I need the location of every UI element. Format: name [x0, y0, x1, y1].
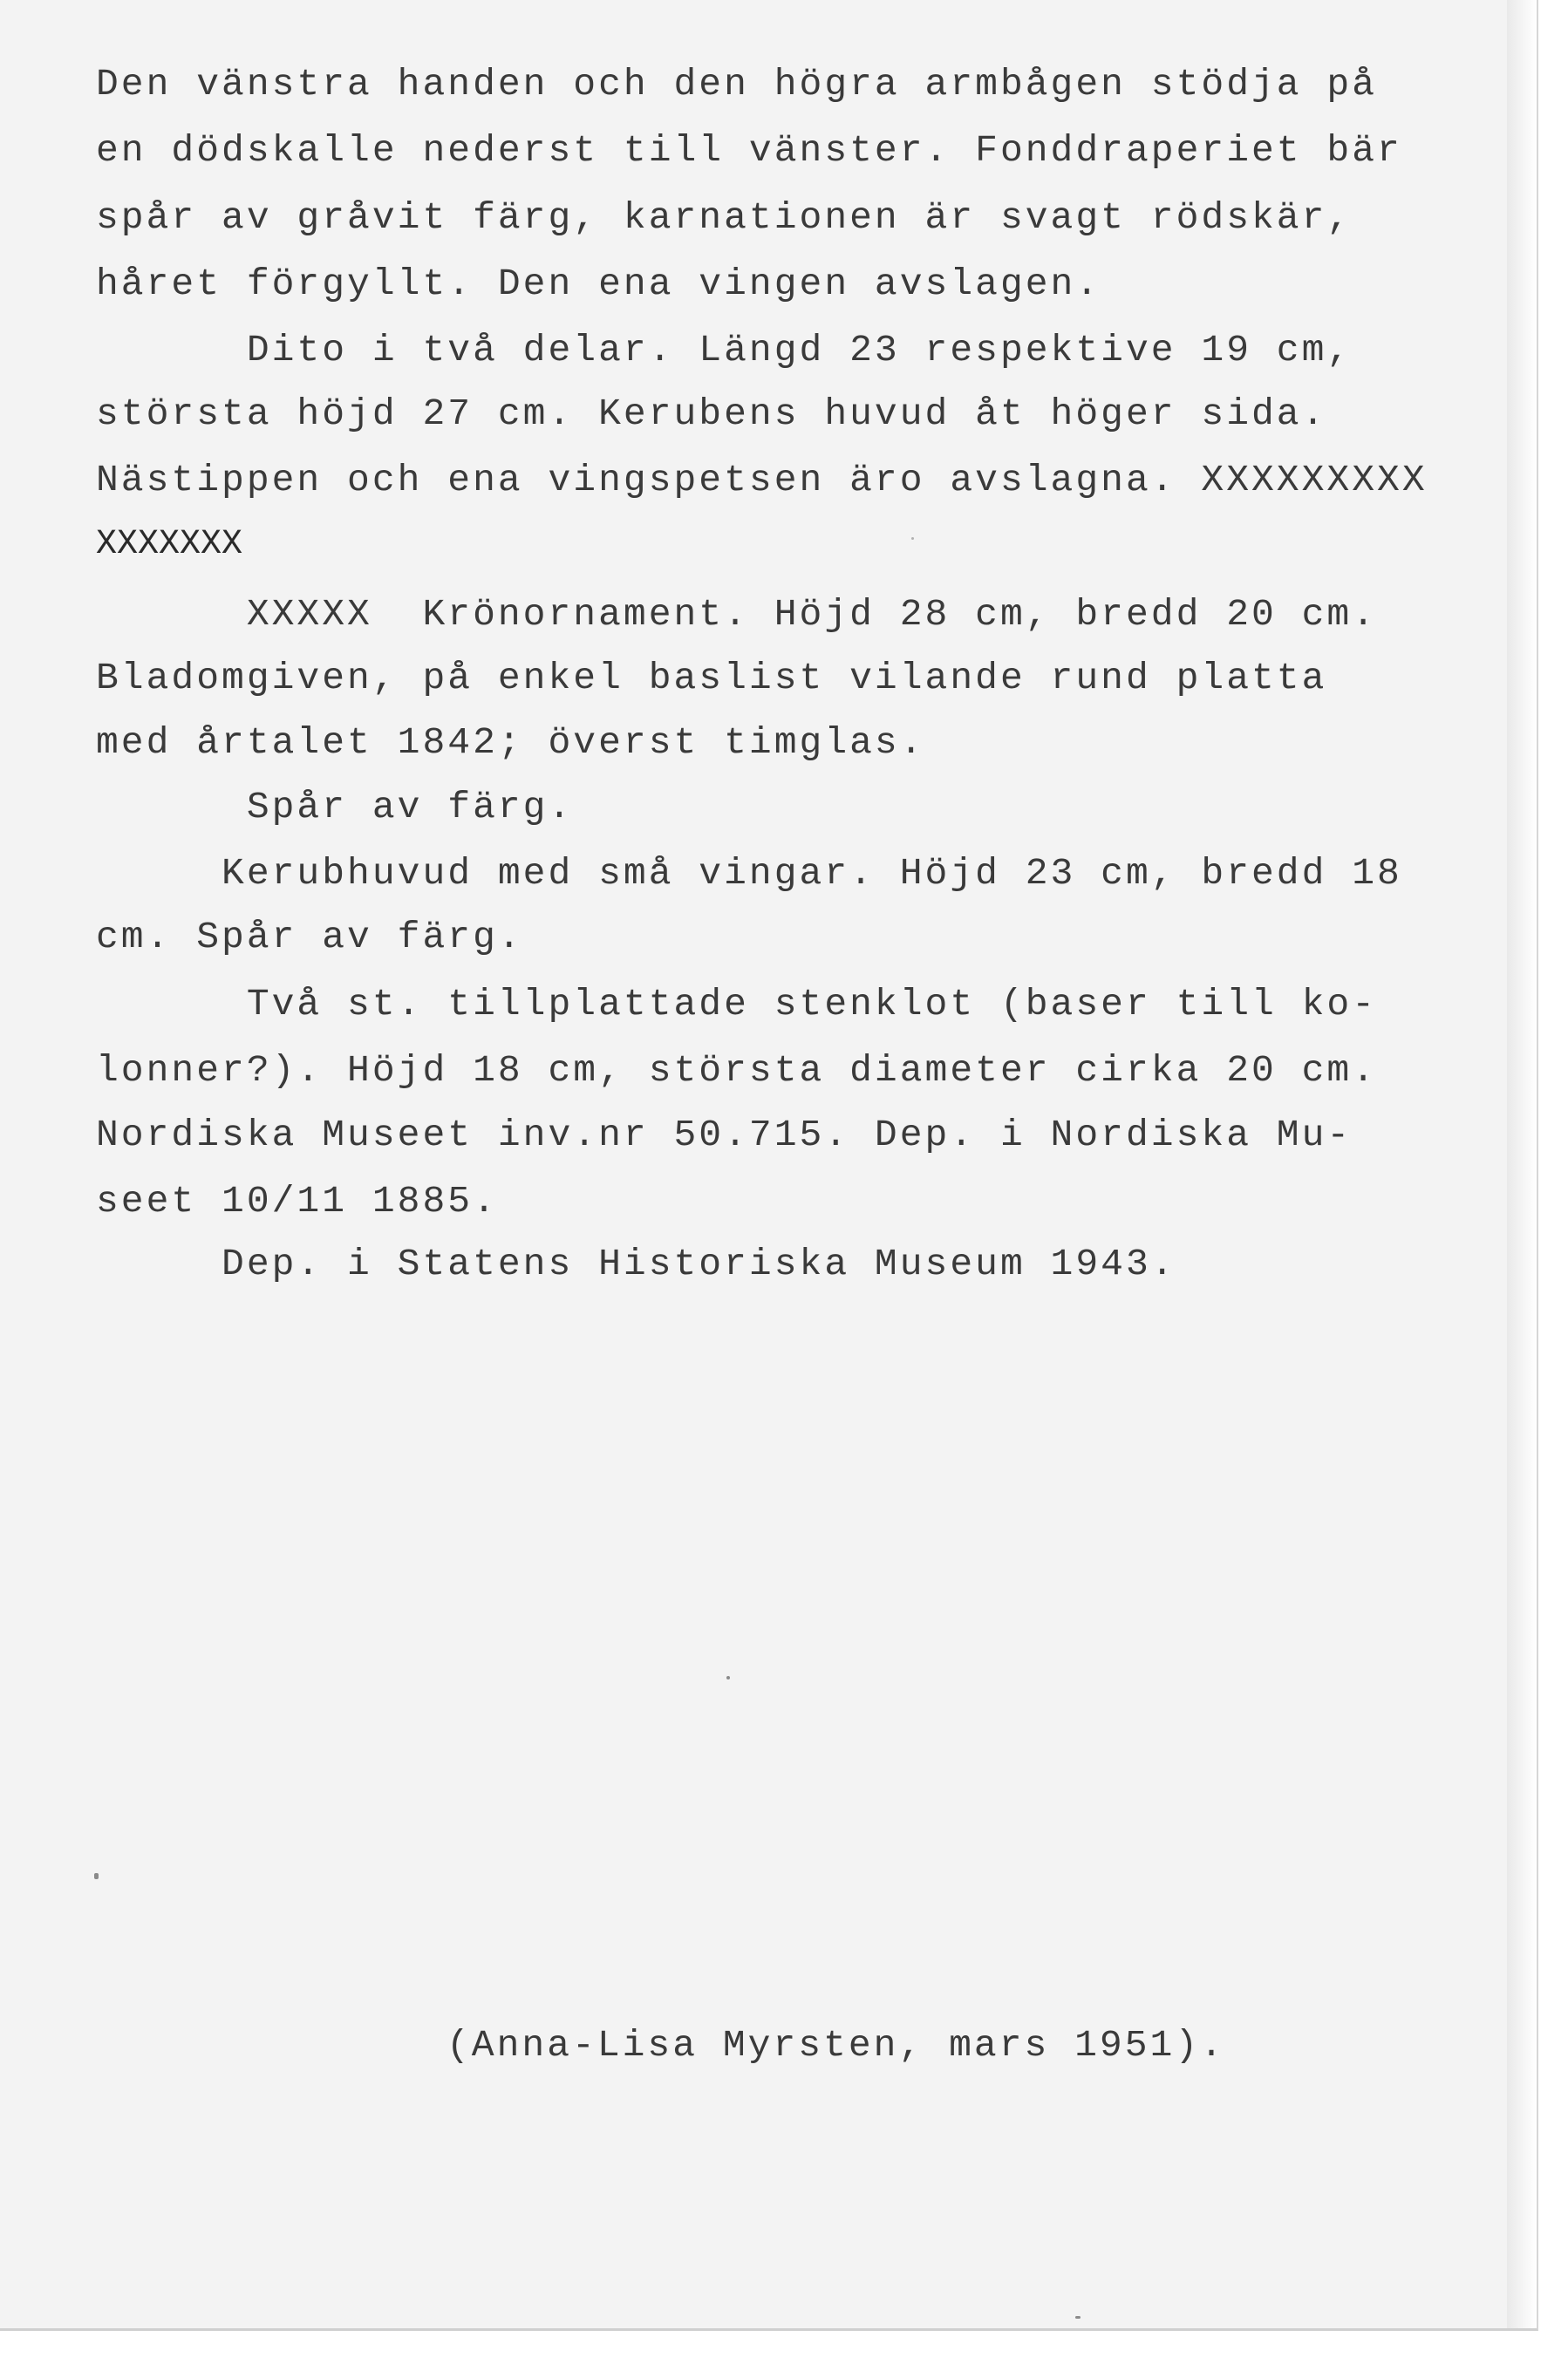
- signature-line: (Anna-Lisa Myrsten, mars 1951).: [447, 2024, 1225, 2067]
- paper-edge-shadow: [1507, 0, 1537, 2328]
- scan-background: [0, 2331, 1568, 2371]
- text-line-16: lonner?). Höjd 18 cm, största diameter cirka 20 cm.: [96, 1049, 1378, 1092]
- text-line-19: Dep. i Statens Historiska Museum 1943.: [96, 1243, 1176, 1285]
- paper-speck: [94, 1873, 99, 1879]
- text-line-5: Dito i två delar. Längd 23 respektive 19 cm,: [96, 329, 1353, 371]
- text-line-7: Nästippen och ena vingspetsen äro avslagna. XXXXXXXXX: [96, 459, 1428, 501]
- paper-speck: [1075, 2316, 1081, 2319]
- text-line-17: Nordiska Museet inv.nr 50.715. Dep. i Nordiska Mu-: [96, 1114, 1353, 1156]
- text-line-10: Bladomgiven, på enkel baslist vilande rund platta: [96, 657, 1327, 699]
- text-line-12: Spår av färg.: [96, 786, 574, 828]
- text-line-18: seet 10/11 1885.: [96, 1180, 498, 1223]
- text-line-6: största höjd 27 cm. Kerubens huvud åt höger sida.: [96, 392, 1327, 435]
- text-line-3: spår av gråvit färg, karnationen är svagt rödskär,: [96, 196, 1353, 239]
- text-line-2: en dödskalle nederst till vänster. Fonddraperiet bär: [96, 129, 1402, 172]
- text-line-9: XXXXX Krönornament. Höjd 28 cm, bredd 20 cm.: [96, 593, 1378, 636]
- text-line-1: Den vänstra handen och den högra armbågen stödja på: [96, 63, 1378, 106]
- text-line-11: med årtalet 1842; överst timglas.: [96, 721, 925, 764]
- paper-speck: [726, 1676, 730, 1679]
- paper-speck: [911, 537, 914, 540]
- text-line-15: Två st. tillplattade stenklot (baser till ko-: [96, 983, 1378, 1025]
- text-line-4: håret förgyllt. Den ena vingen avslagen.: [96, 262, 1101, 305]
- struck-out-text: XXXXXXX: [96, 525, 243, 564]
- text-line-13: Kerubhuvud med små vingar. Höjd 23 cm, bredd 18: [96, 852, 1402, 895]
- text-line-14: cm. Spår av färg.: [96, 916, 523, 958]
